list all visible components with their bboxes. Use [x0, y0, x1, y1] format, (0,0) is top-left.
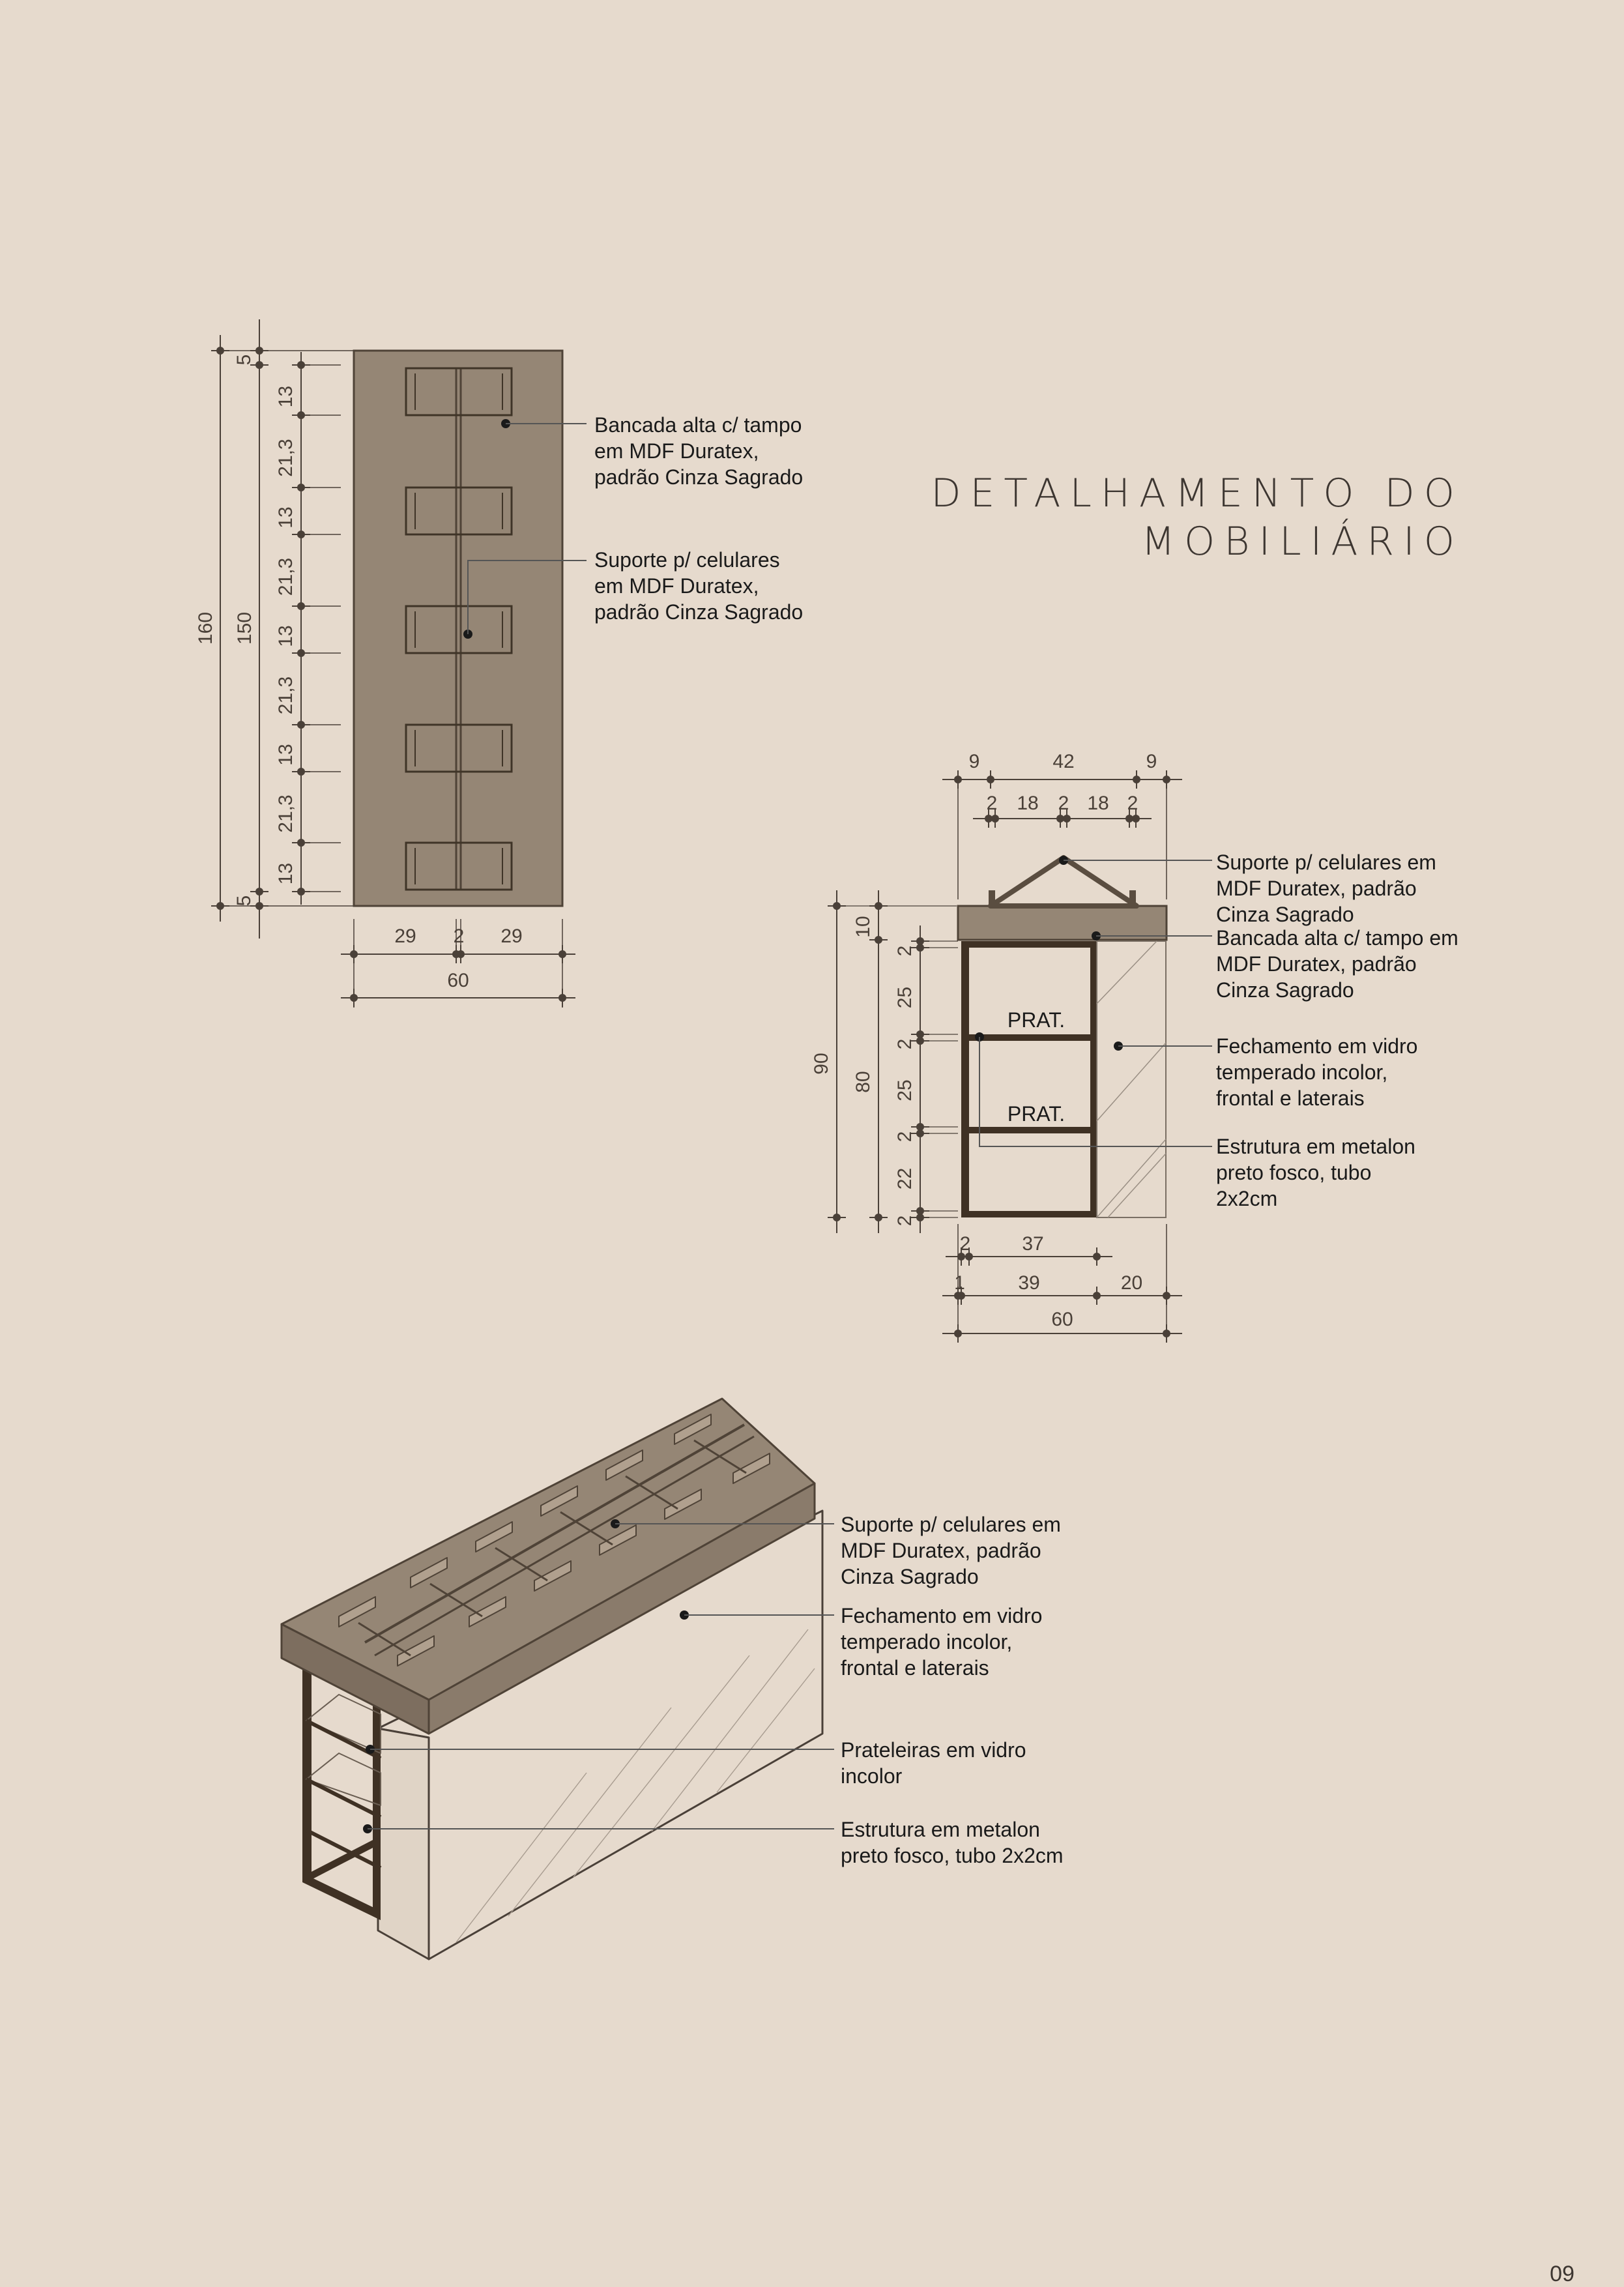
- dimension-tick: [1093, 1292, 1101, 1300]
- metalon-rail-shelf-2: [961, 1127, 1097, 1133]
- dimension-tick: [916, 1129, 924, 1137]
- dimension-label: 80: [852, 1071, 874, 1093]
- dimension-tick: [297, 649, 305, 657]
- dimension-label: 9: [968, 751, 980, 772]
- dimension-label: 21,3: [275, 439, 297, 477]
- dimension-tick: [297, 839, 305, 847]
- glass-hatch: [1097, 1139, 1166, 1217]
- callout-counter-top: Bancada alta c/ tampo em MDF Duratex, padrão Cinza Sagrado: [1216, 926, 1458, 1002]
- counter-top-section: [958, 906, 1167, 940]
- plan-view: [195, 319, 803, 1008]
- dimension-tick: [1093, 1253, 1101, 1260]
- metalon-rail-top: [961, 941, 1097, 948]
- dimension-tick: [875, 1214, 882, 1221]
- dimension-label: 5: [233, 895, 255, 907]
- dimension-label: 60: [447, 970, 469, 991]
- dimension-label: 2: [894, 1038, 916, 1050]
- glass-hatch: [1108, 1154, 1166, 1217]
- dimension-label: 13: [275, 385, 297, 408]
- phone-support-profile: [991, 858, 1137, 906]
- dimension-label: 2: [986, 793, 998, 814]
- dimension-tick: [297, 602, 305, 610]
- dimension-label: 21,3: [275, 794, 297, 833]
- dimension-label: 60: [1051, 1309, 1073, 1330]
- dimension-tick: [916, 1214, 924, 1221]
- glass-enclosure-end: [378, 1728, 429, 1959]
- metalon-post-left: [961, 941, 969, 1217]
- callout-metalon: Estrutura em metalon preto fosco, tubo 2x2cm: [1216, 1135, 1415, 1210]
- dimension-label: 2: [959, 1233, 971, 1255]
- dimension-label: 29: [394, 925, 416, 947]
- dimension-tick: [558, 950, 566, 958]
- dimension-label: 42: [1052, 751, 1075, 772]
- shelf-label: PRAT.: [1007, 1008, 1066, 1032]
- dimension-tick: [457, 950, 465, 958]
- dimension-label: 2: [894, 1131, 916, 1143]
- dimension-tick: [350, 950, 358, 958]
- dimension-tick: [987, 776, 994, 783]
- callout-phone-support: Suporte p/ celulares em MDF Duratex, padrão Cinza Sagrado: [1216, 851, 1436, 926]
- dimension-label: 2: [453, 925, 465, 947]
- dimension-label: 39: [1018, 1272, 1040, 1294]
- metalon-post-right: [1090, 941, 1097, 1217]
- callout-counter-top: Bancada alta c/ tampo em MDF Duratex, padrão Cinza Sagrado: [594, 413, 804, 489]
- dimension-label: 18: [1087, 793, 1109, 814]
- dimension-label: 10: [852, 916, 874, 938]
- dimension-label: 13: [275, 744, 297, 766]
- dimension-label: 25: [894, 986, 916, 1009]
- dimension-tick: [833, 1214, 841, 1221]
- phone-support-foot: [989, 890, 995, 907]
- callout-glass: Fechamento em vidro temperado incolor, frontal e laterais: [1216, 1034, 1418, 1110]
- dimension-tick: [297, 361, 305, 369]
- dimension-label: 37: [1022, 1233, 1044, 1255]
- metalon-rail-bottom: [961, 1211, 1097, 1217]
- dimension-tick: [216, 347, 224, 355]
- dimension-label: 22: [894, 1167, 916, 1190]
- dimension-tick: [916, 944, 924, 952]
- phone-support-foot: [1129, 890, 1136, 907]
- dimension-label: 5: [233, 354, 255, 366]
- metalon-post: [373, 1700, 381, 1920]
- callout-glass: Fechamento em vidro temperado incolor, frontal e laterais: [841, 1604, 1043, 1680]
- dimension-label: 20: [1120, 1272, 1143, 1294]
- section-view: [811, 751, 1458, 1343]
- glass-hatch: [1097, 1043, 1166, 1121]
- counter-top-plan: [354, 351, 562, 906]
- shelf-label: PRAT.: [1007, 1102, 1066, 1126]
- callout-phone-support: Suporte p/ celulares em MDF Duratex, padrão Cinza Sagrado: [594, 548, 804, 624]
- dimension-label: 21,3: [275, 557, 297, 596]
- dimension-label: 2: [1127, 793, 1138, 814]
- dimension-tick: [297, 531, 305, 538]
- dimension-label: 13: [275, 506, 297, 529]
- dimension-tick: [216, 902, 224, 910]
- glass-hatch: [1097, 941, 1157, 1004]
- dimension-tick: [991, 815, 999, 823]
- isometric-view: [282, 1399, 1064, 1959]
- dimension-label: 13: [275, 862, 297, 885]
- dimension-tick: [350, 994, 358, 1002]
- dimension-tick: [1133, 776, 1140, 783]
- dimension-label: 18: [1017, 793, 1039, 814]
- dimension-label: 25: [894, 1079, 916, 1101]
- dimension-tick: [297, 721, 305, 729]
- dimension-tick: [1063, 815, 1071, 823]
- dimension-tick: [558, 994, 566, 1002]
- page-title-line-1: DETALHAMENTO DO: [931, 471, 1464, 516]
- dimension-tick: [297, 768, 305, 776]
- dimension-tick: [297, 484, 305, 491]
- callout-phone-support: Suporte p/ celulares em MDF Duratex, padrão Cinza Sagrado: [841, 1513, 1061, 1588]
- dimension-tick: [875, 936, 882, 944]
- dimension-tick: [255, 888, 263, 896]
- dimension-tick: [255, 361, 263, 369]
- dimension-tick: [297, 411, 305, 419]
- dimension-tick: [297, 888, 305, 896]
- dimension-tick: [1132, 815, 1140, 823]
- callout-metalon: Estrutura em metalon preto fosco, tubo 2x2cm: [841, 1818, 1064, 1867]
- dimension-label: 160: [195, 611, 216, 645]
- dimension-label: 1: [954, 1272, 965, 1294]
- dimension-label: 9: [1146, 751, 1157, 772]
- glass-panel-section: [1097, 941, 1166, 1217]
- dimension-label: 2: [1058, 793, 1069, 814]
- metalon-rail-bottom: [302, 1873, 381, 1920]
- dimension-label: 21,3: [275, 676, 297, 715]
- dimension-label: 29: [500, 925, 523, 947]
- dimension-label: 150: [234, 611, 255, 645]
- dimension-label: 2: [894, 945, 916, 957]
- metalon-post: [302, 1663, 312, 1881]
- dimension-label: 13: [275, 625, 297, 647]
- dimension-label: 90: [811, 1053, 832, 1075]
- dimension-tick: [916, 1037, 924, 1045]
- callout-glass-shelves: Prateleiras em vidro incolor: [841, 1738, 1026, 1788]
- dimension-label: 2: [894, 1215, 916, 1227]
- page-title-line-2: MOBILIÁRIO: [1141, 519, 1464, 564]
- metalon-rail: [306, 1779, 381, 1817]
- page-number: 09: [1550, 2262, 1574, 2286]
